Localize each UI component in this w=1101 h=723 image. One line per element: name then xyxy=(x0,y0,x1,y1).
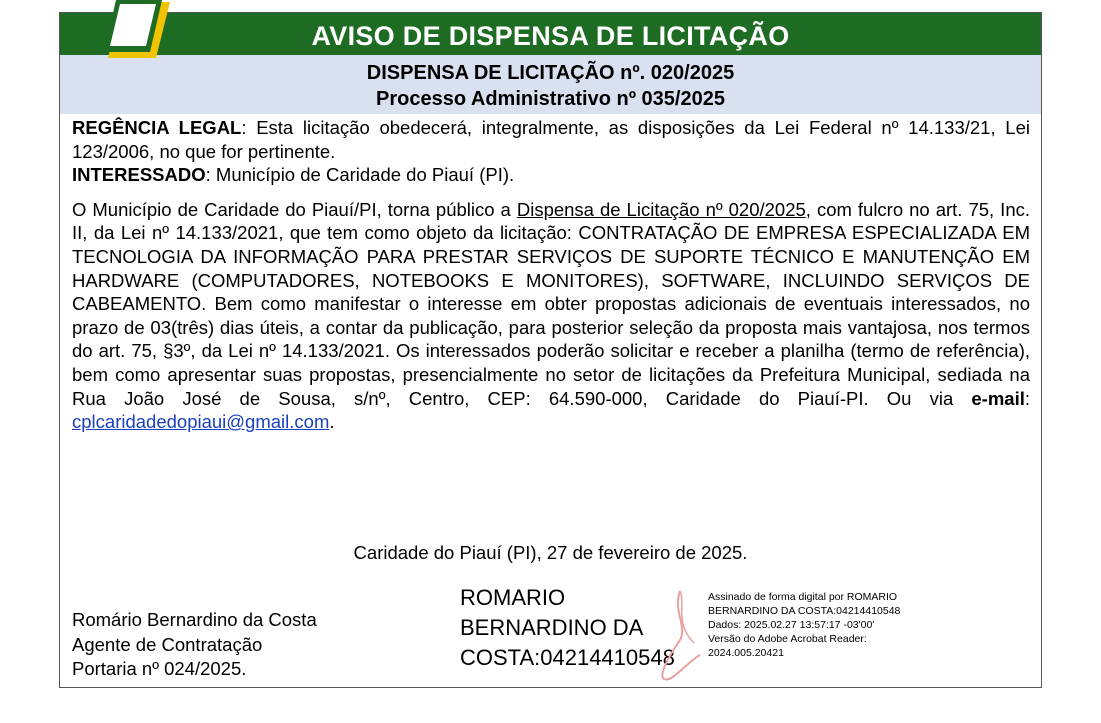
notice-title: AVISO DE DISPENSA DE LICITAÇÃO xyxy=(60,13,1041,55)
signer-role: Agente de Contratação xyxy=(72,633,263,655)
regencia-paragraph xyxy=(72,116,1030,163)
notice-subheader xyxy=(60,55,1041,114)
aviso-paragraph xyxy=(72,198,1030,434)
signer-portaria: Portaria nº 024/2025. xyxy=(72,658,247,679)
sig-meta-2: BERNARDINO DA COSTA:04214410548 xyxy=(708,605,901,617)
sig-meta-3: Dados: 2025.02.27 13:57:17 -03'00' xyxy=(708,619,875,631)
aviso-end: . xyxy=(329,411,335,433)
sig-name-line-1: ROMARIO xyxy=(460,585,566,610)
processo-number: Processo Administrativo nº 035/2025 xyxy=(376,88,725,110)
sig-name-line-2: BERNARDINO DA xyxy=(460,615,644,640)
sig-meta-5: 2024.005.20421 xyxy=(708,647,784,659)
digital-signature-details xyxy=(708,590,900,660)
sig-name-line-3: COSTA:04214410548 xyxy=(460,645,675,670)
digital-signature-name xyxy=(460,583,675,673)
aviso-intro: O Município de Caridade do Piauí/PI, torna público a xyxy=(72,198,517,220)
signer-name: Romário Bernardino da Costa xyxy=(72,609,317,630)
adobe-signature-icon xyxy=(650,583,710,683)
signer-block xyxy=(72,608,317,682)
date-line: Caridade do Piauí (PI), 27 de fevereiro de 2025. xyxy=(353,542,748,563)
email-label: e-mail xyxy=(971,387,1025,409)
interessado-paragraph xyxy=(72,163,1030,187)
email-link[interactable]: cplcaridadedopiaui@gmail.com xyxy=(72,411,330,433)
regencia-text: : Esta licitação obedecerá, integralmente, as disposições da Lei Federal nº 14.133/21, Lei 123/2006, no que for pertinente. xyxy=(72,117,1030,162)
interessado-label: INTERESSADO xyxy=(72,164,206,186)
aviso-body: , com fulcro no art. 75, Inc. II, da Lei nº 14.133/2021, que tem como objeto da licitação: CONTRATAÇÃO DE EMPRESA ESPECIALIZADA EM TECNOLOGIA DA INFORMAÇÃO PARA PRESTAR SERVIÇOS DE SUPORTE TÉCNICO E MANUTENÇÃO EM HARDWARE (COMPUTADORES, NOTEBOOKS E MONITORES), SOFTWARE, INCLUINDO SERVIÇOS DE CABEAMENTO. Bem como manifestar o interesse em obter propostas adicionais de eventuais interessados, no prazo de 03(três) dias úteis, a contar da publicação, para posterior seleção da proposta mais vantajosa, nos termos do art. 75, §3º, da Lei nº 14.133/2021. Os interessados poderão solicitar e receber a planilha (termo de referência), bem como apresentar suas propostas, presencialmente no setor de licitações da Prefeitura Municipal, sediada na Rua João José de Sousa, s/nº, Centro, CEP: 64.590-000, Caridade do Piauí-PI. Ou via xyxy=(72,198,1030,409)
interessado-text: : Município de Caridade do Piauí (PI). xyxy=(205,164,515,186)
dispensa-reference: Dispensa de Licitação nº 020/2025 xyxy=(516,198,806,220)
logo-icon xyxy=(98,0,176,60)
sig-meta-1: Assinado de forma digital por ROMARIO xyxy=(708,591,898,603)
email-colon: : xyxy=(1024,387,1030,409)
notice-frame xyxy=(59,12,1042,688)
notice-body xyxy=(72,116,1030,434)
regencia-label: REGÊNCIA LEGAL xyxy=(72,117,242,138)
dispensa-number: DISPENSA DE LICITAÇÃO nº. 020/2025 xyxy=(366,62,735,84)
sig-meta-4: Versão do Adobe Acrobat Reader: xyxy=(708,633,867,645)
